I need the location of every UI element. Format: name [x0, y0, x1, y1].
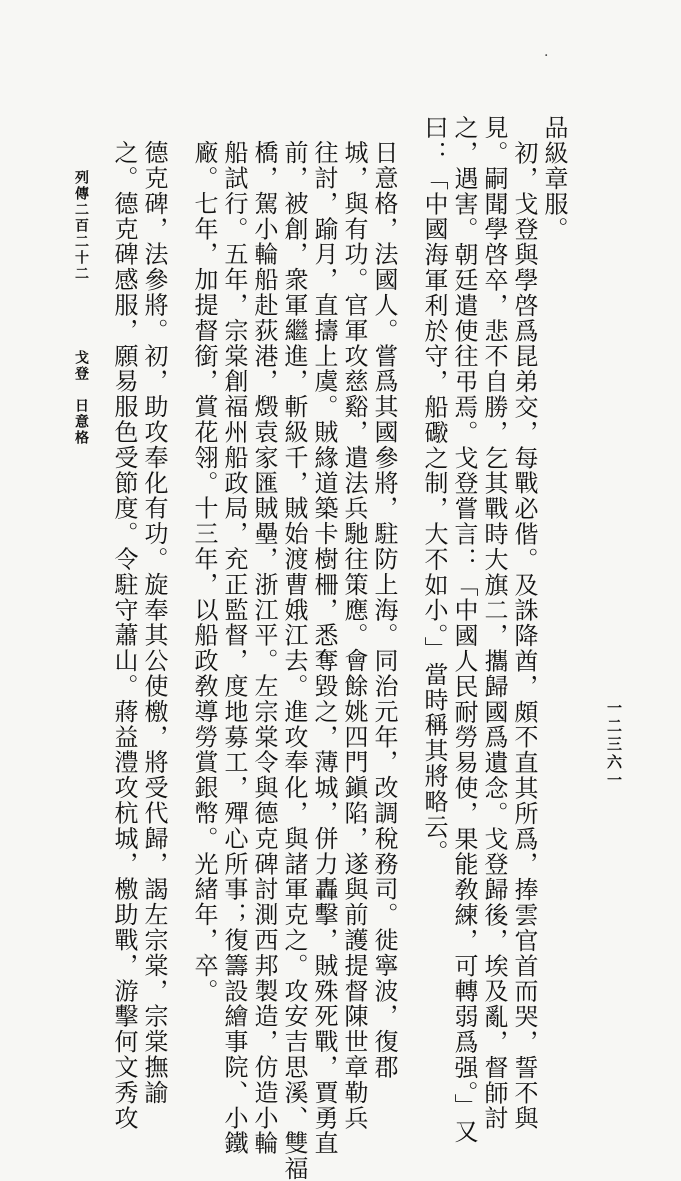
- text-column-3: 見。嗣聞學啓卒，悲不自勝，乞其戰時大旗二，攜歸國爲遺念。戈登歸後，埃及亂，督師討: [480, 115, 508, 1131]
- text-column-1: 品級章服。: [540, 115, 568, 242]
- text-column-12: 廠。七年，加提督銜，賞花翎。十三年，以船政敎導勞賞銀幣。光緒年，卒。: [190, 140, 218, 1004]
- text-column-4: 之，遇害。朝廷遣使往弔焉。戈登嘗言：「中國人民耐勞易使，果能敎練，可轉弱爲强。」又: [450, 115, 478, 1145]
- running-header-subjects: 戈登 日意格: [73, 350, 89, 446]
- text-column-7: 城，與有功。官軍攻慈谿，遣法兵馳往策應。會餘姚四門鎭陷，遂與前護提督陳世章勒兵: [340, 140, 368, 1131]
- text-column-8: 往討，踰月，直擣上虞。賊緣道築卡樹柵，悉奪毀之，薄城，併力轟擊，賊殊死戰，賈勇直: [310, 140, 338, 1156]
- text-column-9: 前，被創，衆軍繼進，斬級千，賊始渡曹娥江去。進攻奉化，與諸軍克之。攻安吉思溪、雙福: [280, 140, 308, 1181]
- text-column-14: 之。德克碑感服，願易服色受節度。令駐守蕭山。蔣益澧攻杭城，檄助戰，游擊何文秀攻: [110, 140, 138, 1131]
- text-column-13: 德克碑，法參將。初，助攻奉化有功。旋奉其公使檄，將受代歸，謁左宗棠，宗棠撫諭: [140, 140, 168, 1106]
- text-column-11: 船試行。五年，宗棠創福州船政局，充正監督，度地募工，殫心所事；復籌設繪事院、小鐵: [220, 140, 248, 1156]
- text-column-5: 曰：「中國海軍利於守，船礮之制，大不如小。」當時稱其將略云。: [420, 115, 448, 865]
- scan-speck: ·: [544, 48, 549, 64]
- page-number: 一二三六一: [605, 700, 623, 790]
- running-header-chapter: 列傳二百二十二: [73, 170, 89, 282]
- text-column-10: 橋，駕小輪船赴荻港，燬袁家匯賊壘，浙江平。左宗棠令與德克碑討測西邦製造，仿造小輪: [250, 140, 278, 1156]
- text-column-2: 初，戈登與學啓爲昆弟交，每戰必偕。及誅降酋，頗不直其所爲，捧雲官首而哭，誓不與: [510, 115, 538, 1131]
- text-column-6: 日意格，法國人。嘗爲其國參將，駐防上海。同治元年，改調稅務司。徙寧波，復郡: [370, 140, 398, 1080]
